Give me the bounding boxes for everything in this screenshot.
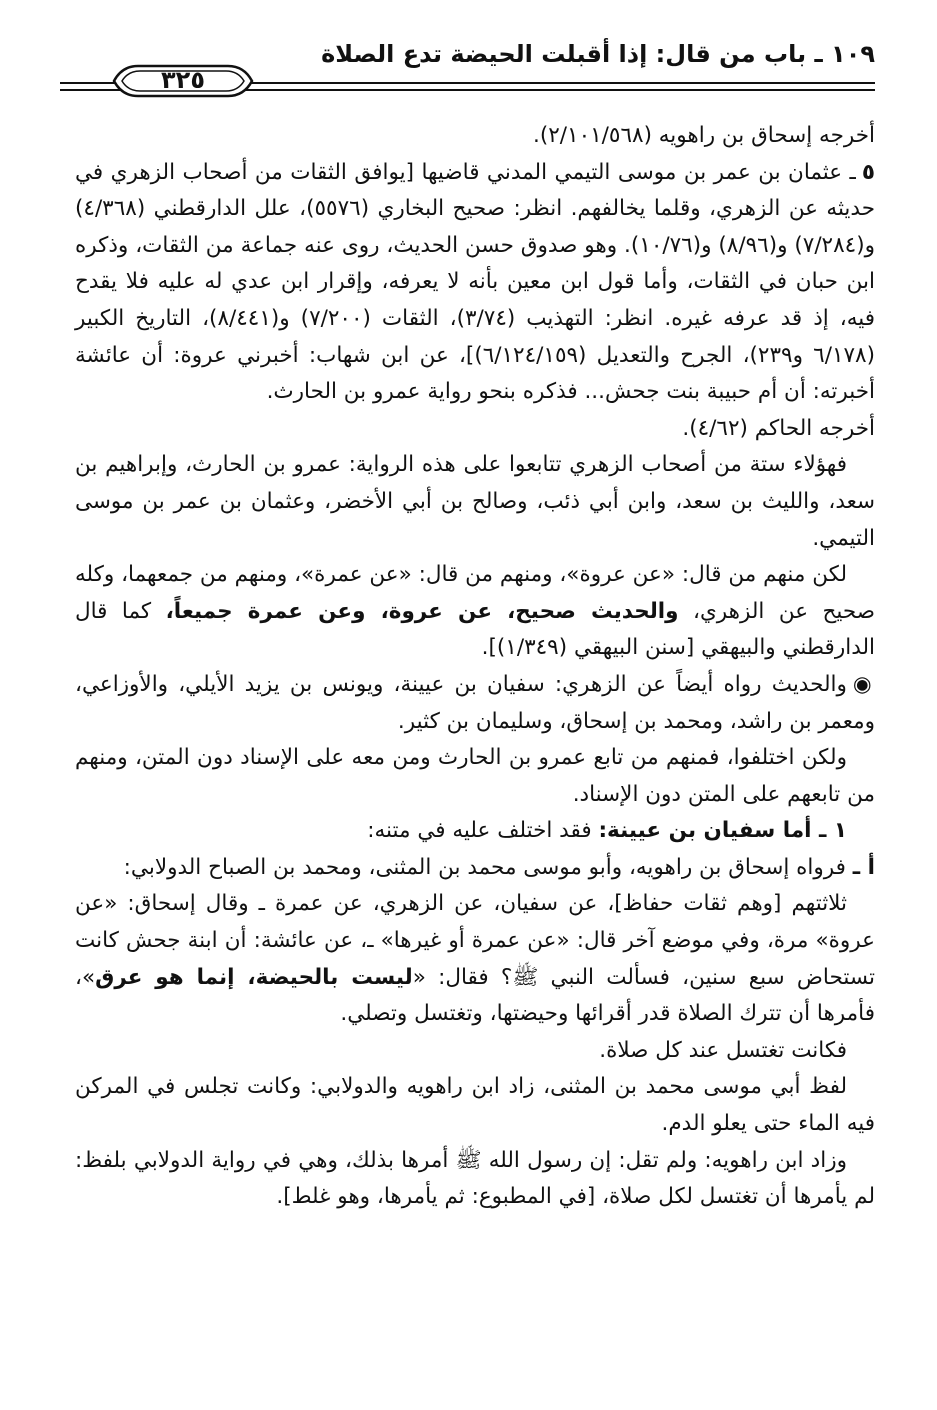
main-text (75, 118, 875, 1370)
paragraph (75, 155, 875, 411)
section-heading: ١ ـ أما سفيان بن عيينة: (598, 818, 847, 844)
paragraph (75, 557, 875, 667)
paragraph-text: أخرجه الحاكم (٤/٦٢). (682, 415, 875, 441)
paragraph-text: »، فأمرها أن تترك الصلاة قدر أقرائها وحيضتها، وتغتسل وتصلي. (75, 964, 875, 1027)
paragraph-text: لكن منهم من قال: «عن عروة»، ومنهم من قال: «عن عمرة»، ومنهم من جمعهما، وكله صحيح عن الزهري، (75, 562, 875, 624)
running-title: ١٠٩ ـ باب من قال: إذا أقبلت الحيضة تدع الصلاة (321, 40, 875, 68)
bold-text: والحديث صحيح، عن عروة، وعن عمرة جميعاً، (165, 598, 679, 624)
paragraph-text: فكانت تغتسل عند كل صلاة. (599, 1037, 847, 1063)
paragraph (75, 886, 875, 1032)
bullet-icon: ◉ (852, 671, 875, 697)
paragraph-text: لفظ أبي موسى محمد بن المثنى، زاد ابن راهويه والدولابي: وكانت تجلس في المركن فيه الماء حتى يعلو الدم. (75, 1074, 875, 1137)
paragraph (75, 447, 875, 557)
paragraph-text: ولكن اختلفوا، فمنهم من تابع عمرو بن الحارث ومن معه على الإسناد دون المتن، ومنهم من تابعهم على المتن دون الإسناد. (75, 745, 875, 807)
paragraph (75, 1069, 875, 1142)
sub-heading: أ ـ (852, 854, 875, 880)
page-header (60, 34, 875, 104)
paragraph-text: كما قال الدارقطني والبيهقي [سنن البيهقي (١/٣٤٩)]. (75, 598, 875, 661)
paragraph (75, 1033, 875, 1070)
page-number: ٣٢٥ (161, 66, 205, 94)
paragraph-text: ثلاثتهم [وهم ثقات حفاظ]، عن سفيان، عن الزهري، عن عمرة ـ وقال إسحاق: «عن عروة» مرة، وفي موضع آخر قال: «عن عمرة أو غيرها» ـ، عن عائشة: أن ابنة جحش كانت تستحاض سبع سنين، فسألت النبي ﷺ؟ فقال: « (75, 891, 875, 990)
paragraph (75, 850, 875, 887)
paragraph-text: فرواه إسحاق بن راهويه، وأبو موسى محمد بن المثنى، ومحمد بن الصباح الدولابي: (123, 854, 846, 880)
paragraph-text: وزاد ابن راهويه: ولم تقل: إن رسول الله ﷺ أمرها بذلك، وهي في رواية الدولابي بلفظ: لم يأمرها أن تغتسل لكل صلاة، [في المطبوع: ثم يأمرها، وهو غلط]. (75, 1147, 875, 1210)
item-number: ٥ (861, 159, 875, 185)
bold-text: ليست بالحيضة، إنما هو عرق (95, 964, 413, 990)
paragraph-text: أخرجه إسحاق بن راهويه (٢/١٠١/٥٦٨). (533, 123, 875, 148)
paragraph (75, 1143, 875, 1216)
paragraph-text: فهؤلاء ستة من أصحاب الزهري تتابعوا على هذه الرواية: عمرو بن الحارث، وإبراهيم بن سعد، والليث بن سعد، وابن أبي ذئب، وصالح بن أبي الأخضر، وعثمان بن عمر بن موسى التيمي. (75, 452, 875, 551)
paragraph (75, 118, 875, 155)
paragraph (75, 740, 875, 813)
paragraph-text: فقد اختلف عليه في متنه: (367, 818, 592, 844)
paragraph-text: ـ عثمان بن عمر بن موسى التيمي المدني قاضيها [يوافق الثقات من أصحاب الزهري في حديثه عن الزهري، وقلما يخالفهم. انظر: صحيح البخاري (٥٥٧٦)، علل الدارقطني (٤/٣٦٨) و(٧/٢٨٤) و(٨/٩٦) و(١٠/٧٦). وهو صدوق حسن الحديث، روى عنه جماعة من الثقات، وذكره ابن حبان في الثقات، وأما قول ابن معين بأنه لا يعرفه، وإقرار ابن عدي له عليه فلا يقدح فيه، إذ قد عرفه غيره. انظر: التهذيب (٣/٧٤)، الثقات (٧/٢٠٠) و(٨/٤٤١)، التاريخ الكبير (٦/١٧٨ و٢٣٩)، الجرح والتعديل (٦/١٢٤/١٥٩)]، عن ابن شهاب: أخبرني عروة: أن عائشة أخبرته: أن أم حبيبة بنت جحش... فذكره بنحو رواية عمرو بن الحارث. (75, 159, 876, 405)
paragraph-text: والحديث رواه أيضاً عن الزهري: سفيان بن عيينة، ويونس بن يزيد الأيلي، والأوزاعي، ومعمر بن راشد، ومحمد بن إسحاق، وسليمان بن كثير. (75, 671, 875, 734)
paragraph (75, 813, 875, 850)
paragraph (75, 411, 875, 448)
page-number-badge (108, 62, 258, 100)
paragraph (75, 667, 875, 740)
